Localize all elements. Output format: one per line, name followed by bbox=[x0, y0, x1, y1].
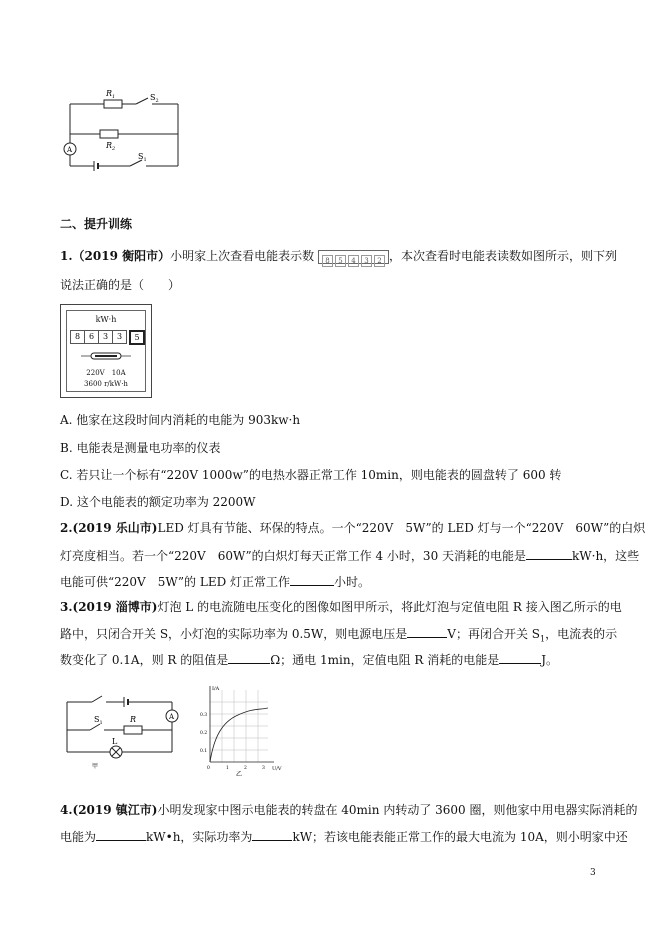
q2-text-2: 灯亮度相当。若一个“220V 60W”的白炽灯每天正常工作 4 小时，30 天消耗的电能是 bbox=[60, 549, 527, 563]
q1-option-a: A. 他家在这段时间内消耗的电能为 903kw·h bbox=[60, 413, 301, 427]
meter-digit: 3 bbox=[99, 330, 113, 344]
q2-blank-2[interactable] bbox=[290, 573, 334, 586]
fig-jia-label: 甲 bbox=[92, 763, 99, 770]
q1-number: 1. bbox=[60, 249, 73, 263]
prev-digit: 4 bbox=[348, 255, 359, 267]
q3-line1 bbox=[60, 599, 620, 615]
q4-line2 bbox=[60, 828, 628, 845]
q3-line2 bbox=[60, 625, 620, 647]
q3-text-3c: J。 bbox=[541, 653, 559, 667]
q2-text-3a: 电能可供“220V 5W”的 LED 灯正常工作 bbox=[60, 575, 291, 589]
meter-digit: 6 bbox=[85, 330, 99, 344]
q3-line3 bbox=[60, 651, 620, 668]
meter-unit: kW·h bbox=[95, 315, 117, 324]
s1-label: $S_1$ bbox=[138, 152, 147, 163]
q3-ammeter-label: A bbox=[169, 713, 175, 721]
q1-option-b: B. 电能表是测量电功率的仪表 bbox=[60, 441, 221, 455]
prev-digit: 3 bbox=[361, 255, 372, 267]
graph-xtick: 2 bbox=[244, 766, 247, 771]
q2-line3 bbox=[60, 573, 620, 590]
q3-text-3b: Ω；通电 1min，定值电阻 R 消耗的电能是 bbox=[270, 653, 500, 667]
fig-yi-label: 乙 bbox=[236, 771, 243, 777]
q3-blank-1[interactable] bbox=[407, 625, 447, 638]
q4-line1 bbox=[60, 802, 638, 818]
graph-ylabel: I/A bbox=[212, 686, 220, 692]
meter-spec-line1: 220V 10A bbox=[86, 369, 126, 377]
q2-number: 2. bbox=[60, 521, 73, 535]
meter-digit: 5 bbox=[129, 330, 145, 345]
meter-digits bbox=[70, 330, 145, 345]
q3-r-label: R bbox=[130, 715, 137, 724]
q1-option-d: D. 这个电能表的额定功率为 2200W bbox=[60, 495, 256, 509]
q2-text-1: LED 灯具有节能、环保的特点。一个“220V 5W”的 LED 灯与一个“220V 60W”的白炽 bbox=[157, 521, 646, 535]
r1-label: $R_1$ bbox=[106, 89, 116, 100]
q1-source: （2019 衡阳市） bbox=[72, 249, 171, 263]
graph-xtick: 1 bbox=[226, 766, 229, 771]
ammeter-label: A bbox=[67, 146, 73, 154]
q4-blank-1[interactable] bbox=[96, 828, 146, 841]
s2-label: $S_2$ bbox=[150, 93, 159, 104]
prev-digit: 5 bbox=[335, 255, 346, 267]
graph-xlabel: U/V bbox=[272, 766, 282, 772]
prev-digit: 8 bbox=[322, 255, 333, 267]
q4-number: 4. bbox=[60, 803, 73, 817]
q1-line1 bbox=[60, 248, 620, 264]
q1-text-a: 小明家上次查看电能表示数 bbox=[170, 249, 315, 263]
q3-source: (2019 淄博市) bbox=[72, 600, 158, 614]
electricity-meter-figure bbox=[60, 304, 152, 398]
graph-ytick: 0.2 bbox=[200, 731, 208, 736]
q2-line1 bbox=[60, 520, 646, 536]
section-title: 二、提升训练 bbox=[60, 217, 133, 231]
graph-ytick: 0.1 bbox=[200, 749, 208, 754]
q3-number: 3. bbox=[60, 600, 73, 614]
q3-l-label: L bbox=[112, 737, 118, 746]
page-number: 3 bbox=[590, 868, 596, 878]
q3-text-1: 灯泡 L 的电流随电压变化的图像如图甲所示，将此灯泡与定值电阻 R 接入图乙所示的电 bbox=[157, 600, 622, 614]
q4-blank-2[interactable] bbox=[252, 828, 292, 841]
q3-text-2a: 路中，只闭合开关 S，小灯泡的实际功率为 0.5W，则电源电压是 bbox=[60, 627, 408, 641]
q3-s1-subscript: 1 bbox=[539, 634, 546, 644]
graph-xtick: 0 bbox=[207, 766, 210, 771]
q4-text-2c: kW；若该电能表能正常工作的最大电流为 10A，则小明家中还 bbox=[292, 830, 628, 844]
prev-digit: 2 bbox=[374, 255, 385, 267]
q4-text-2b: kW•h，实际功率为 bbox=[146, 830, 253, 844]
top-circuit-diagram bbox=[60, 86, 190, 176]
q4-text-2a: 电能为 bbox=[60, 830, 97, 844]
q1-option-c: C. 若只让一个标有“220V 1000w”的电热水器正常工作 10min，则电能表的圆盘转了 600 转 bbox=[60, 468, 562, 482]
q2-line2 bbox=[60, 547, 640, 564]
q3-text-3a: 数变化了 0.1A，则 R 的阻值是 bbox=[60, 653, 229, 667]
r2-label: $R_2$ bbox=[106, 141, 116, 152]
meter-digit: 8 bbox=[70, 330, 85, 344]
q3-blank-3[interactable] bbox=[499, 651, 541, 664]
q4-source: (2019 镇江市) bbox=[72, 803, 158, 817]
q2-source: (2019 乐山市) bbox=[72, 521, 158, 535]
q1-text-b: ，本次查看时电能表读数如图所示，则下列 bbox=[388, 249, 617, 263]
q2-text-3b: 小时。 bbox=[334, 575, 371, 589]
meter-digit: 3 bbox=[113, 330, 127, 344]
q3-circuit-diagram bbox=[62, 690, 187, 770]
meter-spec-line2: 3600 r/kW·h bbox=[84, 380, 128, 388]
q1-previous-meter-reading bbox=[318, 250, 389, 264]
q3-text-2c: ，电流表的示 bbox=[545, 627, 618, 641]
q3-text-2b: V；再闭合开关 S bbox=[447, 627, 540, 641]
graph-xtick: 3 bbox=[262, 766, 265, 771]
q2-unit-1: kW·h，这些 bbox=[572, 549, 640, 563]
q1-line2: 说法正确的是（ ） bbox=[60, 278, 181, 292]
q3-blank-2[interactable] bbox=[228, 651, 270, 664]
q2-blank-1[interactable] bbox=[526, 547, 572, 560]
meter-disc-icon bbox=[79, 349, 133, 363]
q3-s1-label: $S_1$ bbox=[94, 715, 103, 726]
q4-text-1: 小明发现家中图示电能表的转盘在 40min 内转动了 3600 圈，则他家中用电器实际消耗的 bbox=[157, 803, 638, 817]
graph-ytick: 0.3 bbox=[200, 713, 208, 718]
q3-iu-graph bbox=[198, 682, 283, 777]
